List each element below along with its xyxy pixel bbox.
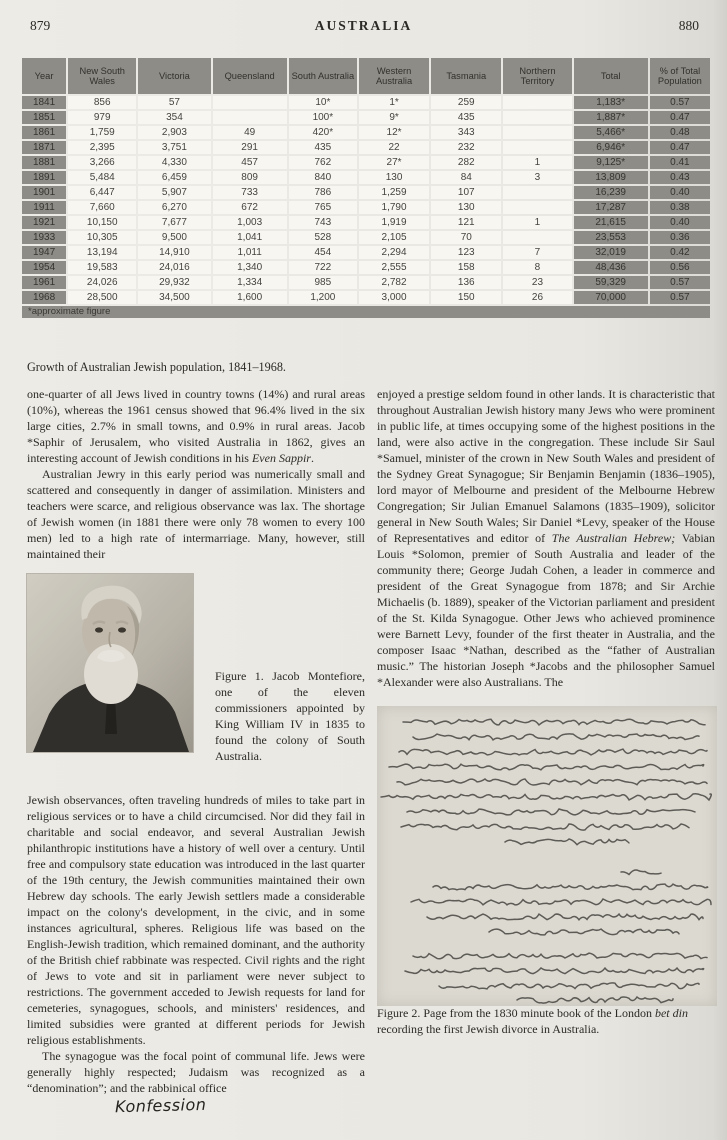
value-cell: 2,555 bbox=[359, 261, 429, 274]
value-cell: 435 bbox=[289, 141, 357, 154]
table-row bbox=[22, 246, 710, 259]
column-header: Tasmania bbox=[431, 58, 501, 94]
manuscript-line bbox=[381, 794, 711, 800]
value-cell: 1,600 bbox=[213, 291, 287, 304]
value-cell bbox=[503, 201, 571, 214]
paragraph bbox=[377, 386, 715, 690]
value-cell: 9,125* bbox=[574, 156, 648, 169]
value-cell: 5,907 bbox=[138, 186, 210, 199]
text-run: bet din bbox=[654, 1006, 688, 1020]
value-cell: 21,615 bbox=[574, 216, 648, 229]
value-cell: 59,329 bbox=[574, 276, 648, 289]
value-cell: 232 bbox=[431, 141, 501, 154]
column-header: % of Total Population bbox=[650, 58, 710, 94]
paragraph bbox=[27, 386, 365, 466]
value-cell: 48,436 bbox=[574, 261, 648, 274]
value-cell: 6,459 bbox=[138, 171, 210, 184]
value-cell: 9,500 bbox=[138, 231, 210, 244]
value-cell: 26 bbox=[503, 291, 571, 304]
value-cell: 840 bbox=[289, 171, 357, 184]
year-cell: 1871 bbox=[22, 141, 66, 154]
value-cell: 1,011 bbox=[213, 246, 287, 259]
value-cell: 2,395 bbox=[68, 141, 136, 154]
value-cell: 435 bbox=[431, 111, 501, 124]
manuscript-line bbox=[399, 749, 707, 755]
value-cell: 0.48 bbox=[650, 126, 710, 139]
value-cell: 6,270 bbox=[138, 201, 210, 214]
value-cell: 1 bbox=[503, 156, 571, 169]
table-row bbox=[22, 291, 710, 304]
value-cell: 420* bbox=[289, 126, 357, 139]
value-cell: 7 bbox=[503, 246, 571, 259]
table-footnote: *approximate figure bbox=[22, 306, 710, 318]
value-cell: 979 bbox=[68, 111, 136, 124]
value-cell: 282 bbox=[431, 156, 501, 169]
paragraph bbox=[27, 466, 365, 562]
table-row bbox=[22, 216, 710, 229]
manuscript-line bbox=[401, 824, 689, 830]
value-cell: 1,183* bbox=[574, 96, 648, 109]
paragraph bbox=[27, 1048, 365, 1096]
year-cell: 1911 bbox=[22, 201, 66, 214]
value-cell: 743 bbox=[289, 216, 357, 229]
value-cell: 0.41 bbox=[650, 156, 710, 169]
manuscript-line bbox=[413, 734, 699, 740]
value-cell: 786 bbox=[289, 186, 357, 199]
value-cell: 1,790 bbox=[359, 201, 429, 214]
value-cell: 291 bbox=[213, 141, 287, 154]
value-cell: 28,500 bbox=[68, 291, 136, 304]
manuscript-line bbox=[403, 719, 705, 725]
column-header: New South Wales bbox=[68, 58, 136, 94]
right-column bbox=[377, 386, 715, 1037]
manuscript-line bbox=[489, 929, 679, 935]
text-run: Figure 1. Jacob Montefiore, one of the eleven commissioners appointed by King William IV in 1835 to found the colony of South Australia. bbox=[215, 669, 365, 763]
value-cell: 3,000 bbox=[359, 291, 429, 304]
value-cell: 23,553 bbox=[574, 231, 648, 244]
manuscript-line bbox=[413, 953, 707, 959]
year-cell: 1968 bbox=[22, 291, 66, 304]
value-cell: 9* bbox=[359, 111, 429, 124]
value-cell: 1,259 bbox=[359, 186, 429, 199]
population-table bbox=[20, 56, 712, 320]
value-cell: 24,026 bbox=[68, 276, 136, 289]
value-cell: 136 bbox=[431, 276, 501, 289]
value-cell: 0.57 bbox=[650, 276, 710, 289]
left-column bbox=[27, 386, 365, 1117]
value-cell bbox=[503, 186, 571, 199]
value-cell: 733 bbox=[213, 186, 287, 199]
manuscript-image bbox=[377, 706, 717, 1006]
value-cell: 130 bbox=[431, 201, 501, 214]
value-cell: 354 bbox=[138, 111, 210, 124]
value-cell: 16,239 bbox=[574, 186, 648, 199]
manuscript-line bbox=[405, 968, 704, 974]
year-cell: 1861 bbox=[22, 126, 66, 139]
value-cell: 2,294 bbox=[359, 246, 429, 259]
value-cell: 10,150 bbox=[68, 216, 136, 229]
value-cell: 454 bbox=[289, 246, 357, 259]
table-row bbox=[22, 186, 710, 199]
value-cell: 24,016 bbox=[138, 261, 210, 274]
year-cell: 1954 bbox=[22, 261, 66, 274]
value-cell: 70,000 bbox=[574, 291, 648, 304]
value-cell: 1,334 bbox=[213, 276, 287, 289]
value-cell bbox=[503, 231, 571, 244]
value-cell: 2,782 bbox=[359, 276, 429, 289]
page-title: AUSTRALIA bbox=[314, 18, 413, 33]
value-cell: 856 bbox=[68, 96, 136, 109]
column-header: Northern Territory bbox=[503, 58, 571, 94]
value-cell: 672 bbox=[213, 201, 287, 214]
manuscript-line bbox=[439, 983, 699, 989]
value-cell: 2,903 bbox=[138, 126, 210, 139]
value-cell: 0.57 bbox=[650, 291, 710, 304]
value-cell bbox=[503, 141, 571, 154]
value-cell: 34,500 bbox=[138, 291, 210, 304]
value-cell: 84 bbox=[431, 171, 501, 184]
column-header: Year bbox=[22, 58, 66, 94]
value-cell: 107 bbox=[431, 186, 501, 199]
table-row bbox=[22, 156, 710, 169]
table-row bbox=[22, 276, 710, 289]
value-cell: 0.47 bbox=[650, 141, 710, 154]
table-row bbox=[22, 96, 710, 109]
value-cell: 0.47 bbox=[650, 111, 710, 124]
value-cell: 6,447 bbox=[68, 186, 136, 199]
manuscript-line bbox=[397, 779, 707, 785]
value-cell: 0.43 bbox=[650, 171, 710, 184]
value-cell: 7,660 bbox=[68, 201, 136, 214]
value-cell: 49 bbox=[213, 126, 287, 139]
table-row bbox=[22, 261, 710, 274]
figure2-caption bbox=[377, 1006, 715, 1037]
figure1-caption bbox=[215, 668, 365, 764]
value-cell: 13,809 bbox=[574, 171, 648, 184]
value-cell: 100* bbox=[289, 111, 357, 124]
running-head bbox=[0, 18, 727, 36]
year-cell: 1961 bbox=[22, 276, 66, 289]
value-cell: 762 bbox=[289, 156, 357, 169]
figure1 bbox=[27, 574, 365, 786]
value-cell: 1,919 bbox=[359, 216, 429, 229]
value-cell bbox=[503, 126, 571, 139]
value-cell: 0.42 bbox=[650, 246, 710, 259]
table-row bbox=[22, 141, 710, 154]
value-cell: 13,194 bbox=[68, 246, 136, 259]
value-cell: 7,677 bbox=[138, 216, 210, 229]
text-run: Australian Jewry in this early period was numerically small and scattered and consequently in danger of assimilation. Ministers and teachers were scarce, and religious observance was lax. The shortage of Jewish women (in 1881 there were only 78 women to every 100 men) led to a high rate of intermarriage. Many, however, still maintained their bbox=[27, 467, 365, 561]
manuscript-line bbox=[517, 997, 673, 1003]
value-cell: 1,759 bbox=[68, 126, 136, 139]
year-cell: 1841 bbox=[22, 96, 66, 109]
table-row bbox=[22, 126, 710, 139]
table-caption: Growth of Australian Jewish population, 1841–1968. bbox=[27, 360, 286, 374]
value-cell: 765 bbox=[289, 201, 357, 214]
text-run: enjoyed a prestige seldom found in other lands. It is characteristic that throughout Australian Jewish history many Jews who were prominent in public life, at times occupying some of the highest positions in the land, were also active in the congregation. These include Sir Saul *Samuel, minister of the crown in New South Wales and president of the Sydney Great Synagogue; Sir Benjamin Benjamin (1836–1905), lord mayor of Melbourne and president of the Melbourne Hebrew Congregation; Sir Julian Emanuel Salamons (1835–1909), solicitor general in New South Wales; Sir Daniel *Levy, speaker of the House of Representatives and editor of bbox=[377, 387, 715, 545]
manuscript-line bbox=[621, 870, 661, 875]
text-run: The synagogue was the focal point of communal life. Jews were generally highly respected; Judaism was recognized as a “denomination”; and the rabbinical office bbox=[27, 1049, 365, 1095]
value-cell: 3 bbox=[503, 171, 571, 184]
value-cell: 3,266 bbox=[68, 156, 136, 169]
value-cell bbox=[213, 111, 287, 124]
value-cell: 123 bbox=[431, 246, 501, 259]
value-cell: 14,910 bbox=[138, 246, 210, 259]
column-header: Victoria bbox=[138, 58, 210, 94]
value-cell: 8 bbox=[503, 261, 571, 274]
figure2-manuscript bbox=[377, 706, 717, 1006]
column-header: South Australia bbox=[289, 58, 357, 94]
portrait-photo bbox=[27, 574, 193, 752]
manuscript-line bbox=[411, 899, 711, 905]
value-cell: 23 bbox=[503, 276, 571, 289]
text-run: recording the first Jewish divorce in Australia. bbox=[377, 1021, 600, 1036]
column-header: Total bbox=[574, 58, 648, 94]
year-cell: 1891 bbox=[22, 171, 66, 184]
year-cell: 1921 bbox=[22, 216, 66, 229]
value-cell: 457 bbox=[213, 156, 287, 169]
value-cell: 10,305 bbox=[68, 231, 136, 244]
value-cell: 158 bbox=[431, 261, 501, 274]
table-footer-row bbox=[22, 306, 710, 318]
manuscript-line bbox=[389, 764, 704, 770]
manuscript-line bbox=[433, 884, 708, 890]
table-row bbox=[22, 201, 710, 214]
value-cell: 2,105 bbox=[359, 231, 429, 244]
manuscript-line bbox=[427, 914, 703, 920]
value-cell: 1,041 bbox=[213, 231, 287, 244]
column-header: Queensland bbox=[213, 58, 287, 94]
value-cell: 12* bbox=[359, 126, 429, 139]
text-run: Vabian Louis *Solomon, premier of South Australia and leader of the community there; George Judah Cohen, a leader in commerce and president of the Great Synagogue from 1878; and Sir Archie Michaelis (b. 1889), speaker of the Victorian parliament and president of the St. Kilda Synagogue. Other Jews who achieved prominence were Barnett Levy, founder of the first theater in Australia, and the composer Isaac *Nathan, described as the “father of Australian music.” The historian Joseph *Jacobs and the philosopher Samuel *Alexander were also Australians. The bbox=[377, 531, 716, 689]
value-cell: 809 bbox=[213, 171, 287, 184]
value-cell: 985 bbox=[289, 276, 357, 289]
value-cell: 4,330 bbox=[138, 156, 210, 169]
value-cell: 0.57 bbox=[650, 96, 710, 109]
value-cell: 528 bbox=[289, 231, 357, 244]
text-run: The Australian Hebrew; bbox=[551, 531, 676, 545]
table-row bbox=[22, 231, 710, 244]
year-cell: 1947 bbox=[22, 246, 66, 259]
value-cell: 259 bbox=[431, 96, 501, 109]
value-cell: 1,340 bbox=[213, 261, 287, 274]
value-cell: 343 bbox=[431, 126, 501, 139]
column-header: Western Australia bbox=[359, 58, 429, 94]
paragraph bbox=[27, 792, 365, 1048]
manuscript-line bbox=[505, 839, 629, 845]
value-cell: 5,466* bbox=[574, 126, 648, 139]
value-cell: 70 bbox=[431, 231, 501, 244]
table-row bbox=[22, 171, 710, 184]
page-number-left: 879 bbox=[30, 18, 51, 33]
table-row bbox=[22, 111, 710, 124]
value-cell: 6,946* bbox=[574, 141, 648, 154]
value-cell: 57 bbox=[138, 96, 210, 109]
year-cell: 1881 bbox=[22, 156, 66, 169]
text-run: . bbox=[310, 451, 314, 465]
value-cell: 27* bbox=[359, 156, 429, 169]
value-cell: 1 bbox=[503, 216, 571, 229]
value-cell bbox=[213, 96, 287, 109]
value-cell: 121 bbox=[431, 216, 501, 229]
text-run: one-quarter of all Jews lived in country towns (14%) and rural areas (10%), whereas the 1961 census showed that 96.4% lived in the six large cities, 2.7% in small towns, and 0.9% in rural areas. Jacob *Saphir of Jerusalem, who visited Australia in 1862, gives an interesting account of Jewish conditions in his bbox=[27, 387, 365, 465]
value-cell: 5,484 bbox=[68, 171, 136, 184]
value-cell: 22 bbox=[359, 141, 429, 154]
table-header-row bbox=[22, 58, 710, 94]
value-cell: 0.56 bbox=[650, 261, 710, 274]
value-cell: 0.40 bbox=[650, 216, 710, 229]
text-run: Even Sappir bbox=[251, 451, 311, 465]
value-cell: 29,932 bbox=[138, 276, 210, 289]
value-cell: 1,200 bbox=[289, 291, 357, 304]
value-cell: 32,019 bbox=[574, 246, 648, 259]
value-cell: 150 bbox=[431, 291, 501, 304]
value-cell: 1,003 bbox=[213, 216, 287, 229]
value-cell: 1* bbox=[359, 96, 429, 109]
year-cell: 1901 bbox=[22, 186, 66, 199]
value-cell: 17,287 bbox=[574, 201, 648, 214]
year-cell: 1933 bbox=[22, 231, 66, 244]
value-cell: 1,887* bbox=[574, 111, 648, 124]
value-cell bbox=[503, 111, 571, 124]
value-cell: 0.36 bbox=[650, 231, 710, 244]
value-cell: 722 bbox=[289, 261, 357, 274]
value-cell: 0.38 bbox=[650, 201, 710, 214]
value-cell bbox=[503, 96, 571, 109]
value-cell: 0.40 bbox=[650, 186, 710, 199]
value-cell: 3,751 bbox=[138, 141, 210, 154]
year-cell: 1851 bbox=[22, 111, 66, 124]
manuscript-line bbox=[407, 809, 695, 815]
page-number-right: 880 bbox=[678, 18, 699, 33]
value-cell: 19,583 bbox=[68, 261, 136, 274]
text-run: Figure 2. Page from the 1830 minute book of the London bbox=[377, 1006, 655, 1020]
handwritten-annotation: Konfession bbox=[114, 1094, 207, 1117]
value-cell: 10* bbox=[289, 96, 357, 109]
text-run: Jewish observances, often traveling hundreds of miles to take part in religious services or to have a child circumcised. Nor did they fail in charitable and social endeavor, and several Australian Jewish philanthropic institutions have a history of well over a century. Until free and compulsory state education was introduced in the last quarter of the 19th century, the Jewish communities maintained their own Hebrew day schools. The early Jewish settlers made a considerable impact on the colony's development, in the civic, and in some instances agricultural, spheres. Religious life was based on the English-Jewish tradition, which remained dominant, and the authority of the British chief rabbinate was respected. Civil rights and the right of Jews to vote and sit in parliament were never subject to restrictions. The government acceded to Jewish requests for land for cemeteries, synagogues, schools, and ministers' residences, and limited subsidies were granted at different periods for Jewish religious establishments. bbox=[27, 793, 365, 1047]
value-cell: 130 bbox=[359, 171, 429, 184]
